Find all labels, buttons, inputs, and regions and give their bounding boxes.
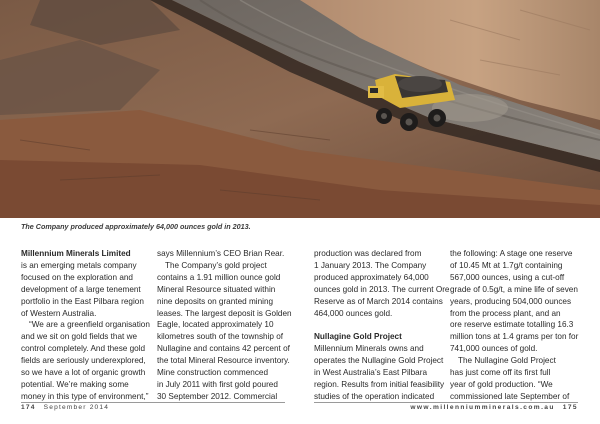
footer-left bbox=[21, 404, 109, 411]
text-line: kilometres south of the township of bbox=[157, 332, 284, 342]
text-line: “We are a greenfield organisation bbox=[29, 320, 150, 330]
text-line: ore reserve estimate totalling 16.3 bbox=[450, 320, 574, 330]
photo-caption: The Company produced approximately 64,000 ounces gold in 2013. bbox=[21, 222, 251, 231]
text-line: operates the Nullagine Gold Project bbox=[314, 356, 444, 366]
text-line: commissioned late September of bbox=[450, 391, 570, 401]
text-line: has just come off its first full bbox=[450, 368, 551, 378]
text-column-4 bbox=[450, 248, 586, 403]
text-line: ounces gold in 2013. The current Ore bbox=[314, 284, 450, 294]
text-line: the following: A stage one reserve bbox=[450, 249, 573, 258]
text-line: Reserve as of March 2014 contains bbox=[314, 296, 443, 306]
text-line: 30 September 2012. Commercial bbox=[157, 391, 278, 401]
text-column-3 bbox=[314, 248, 450, 403]
text-line: 1 January 2013. The Company bbox=[314, 260, 427, 270]
text-line: 741,000 ounces of gold. bbox=[450, 344, 538, 354]
text-line: Mine construction commenced bbox=[157, 368, 269, 378]
text-line: development of a large tenement bbox=[21, 284, 141, 294]
text-line: 464,000 ounces gold. bbox=[314, 308, 393, 318]
text-line: in July 2011 with first gold poured bbox=[157, 379, 278, 389]
text-line: money in this type of environment,” bbox=[21, 391, 149, 401]
text-line: nine deposits on granted mining bbox=[157, 296, 274, 306]
footer-rule-left bbox=[21, 402, 285, 403]
text-line: Nullagine and contains 42 percent of bbox=[157, 344, 290, 354]
text-line: Millennium Minerals owns and bbox=[314, 344, 424, 354]
text-line: studies of the operation indicated bbox=[314, 391, 435, 401]
text-line: 567,000 ounces, using a cut-off bbox=[450, 272, 565, 282]
page-number-left: 174 bbox=[21, 404, 36, 411]
text-line: produced approximately 64,000 bbox=[314, 272, 429, 282]
text-line: Eagle, located approximately 10 bbox=[157, 320, 274, 330]
text-line: so we have a lot of organic growth bbox=[21, 368, 146, 378]
footer-rule-right bbox=[314, 402, 578, 403]
text-line: years, producing 504,000 ounces bbox=[450, 296, 572, 306]
text-line: contains a 1.91 million ounce gold bbox=[157, 272, 281, 282]
text-line: year of gold production. “We bbox=[450, 379, 553, 389]
text-line: Mineral Resource situated within bbox=[157, 284, 276, 294]
page-number-right: 175 bbox=[562, 404, 578, 411]
text-line: control completely. And these gold bbox=[21, 344, 146, 354]
text-line: The Nullagine Gold Project bbox=[458, 356, 556, 366]
text-line: of 10.45 Mt at 1.7g/t containing bbox=[450, 260, 563, 270]
text-line: the total Mineral Resource inventory. bbox=[157, 356, 290, 366]
text-line: production was declared from bbox=[314, 249, 422, 258]
text-line: million tons at 1.4 grams per ton for bbox=[450, 332, 579, 342]
text-line: says Millennium’s CEO Brian Rear. bbox=[157, 249, 285, 258]
text-line: potential. We’re making some bbox=[21, 379, 129, 389]
text-line: focused on the exploration and bbox=[21, 272, 133, 282]
text-column-1 bbox=[21, 248, 157, 403]
text-line: and we sit on gold fields that we bbox=[21, 332, 138, 342]
text-line: is an emerging metals company bbox=[21, 260, 137, 270]
text-line: in West Australia’s East Pilbara bbox=[314, 368, 428, 378]
website-url[interactable]: www.millenniumminerals.com.au bbox=[410, 404, 555, 411]
section-heading: Nullagine Gold Project bbox=[314, 332, 402, 342]
text-line: of Western Australia. bbox=[21, 308, 97, 318]
company-name-lead: Millennium Minerals Limited bbox=[21, 249, 131, 258]
footer-right bbox=[410, 404, 578, 411]
text-column-2 bbox=[157, 248, 293, 403]
text-line: The Company’s gold project bbox=[165, 260, 267, 270]
issue-date: September 2014 bbox=[43, 404, 110, 411]
text-line: fields are seriously underexplored, bbox=[21, 356, 146, 366]
text-line: portfolio in the East Pilbara region bbox=[21, 296, 144, 306]
text-line: leases. The largest deposit is Golden bbox=[157, 308, 292, 318]
text-line: region. Results from initial feasibility bbox=[314, 379, 445, 389]
text-line: grade of 0.5g/t, a mine life of seven bbox=[450, 284, 578, 294]
text-line: from the process plant, and an bbox=[450, 308, 561, 318]
